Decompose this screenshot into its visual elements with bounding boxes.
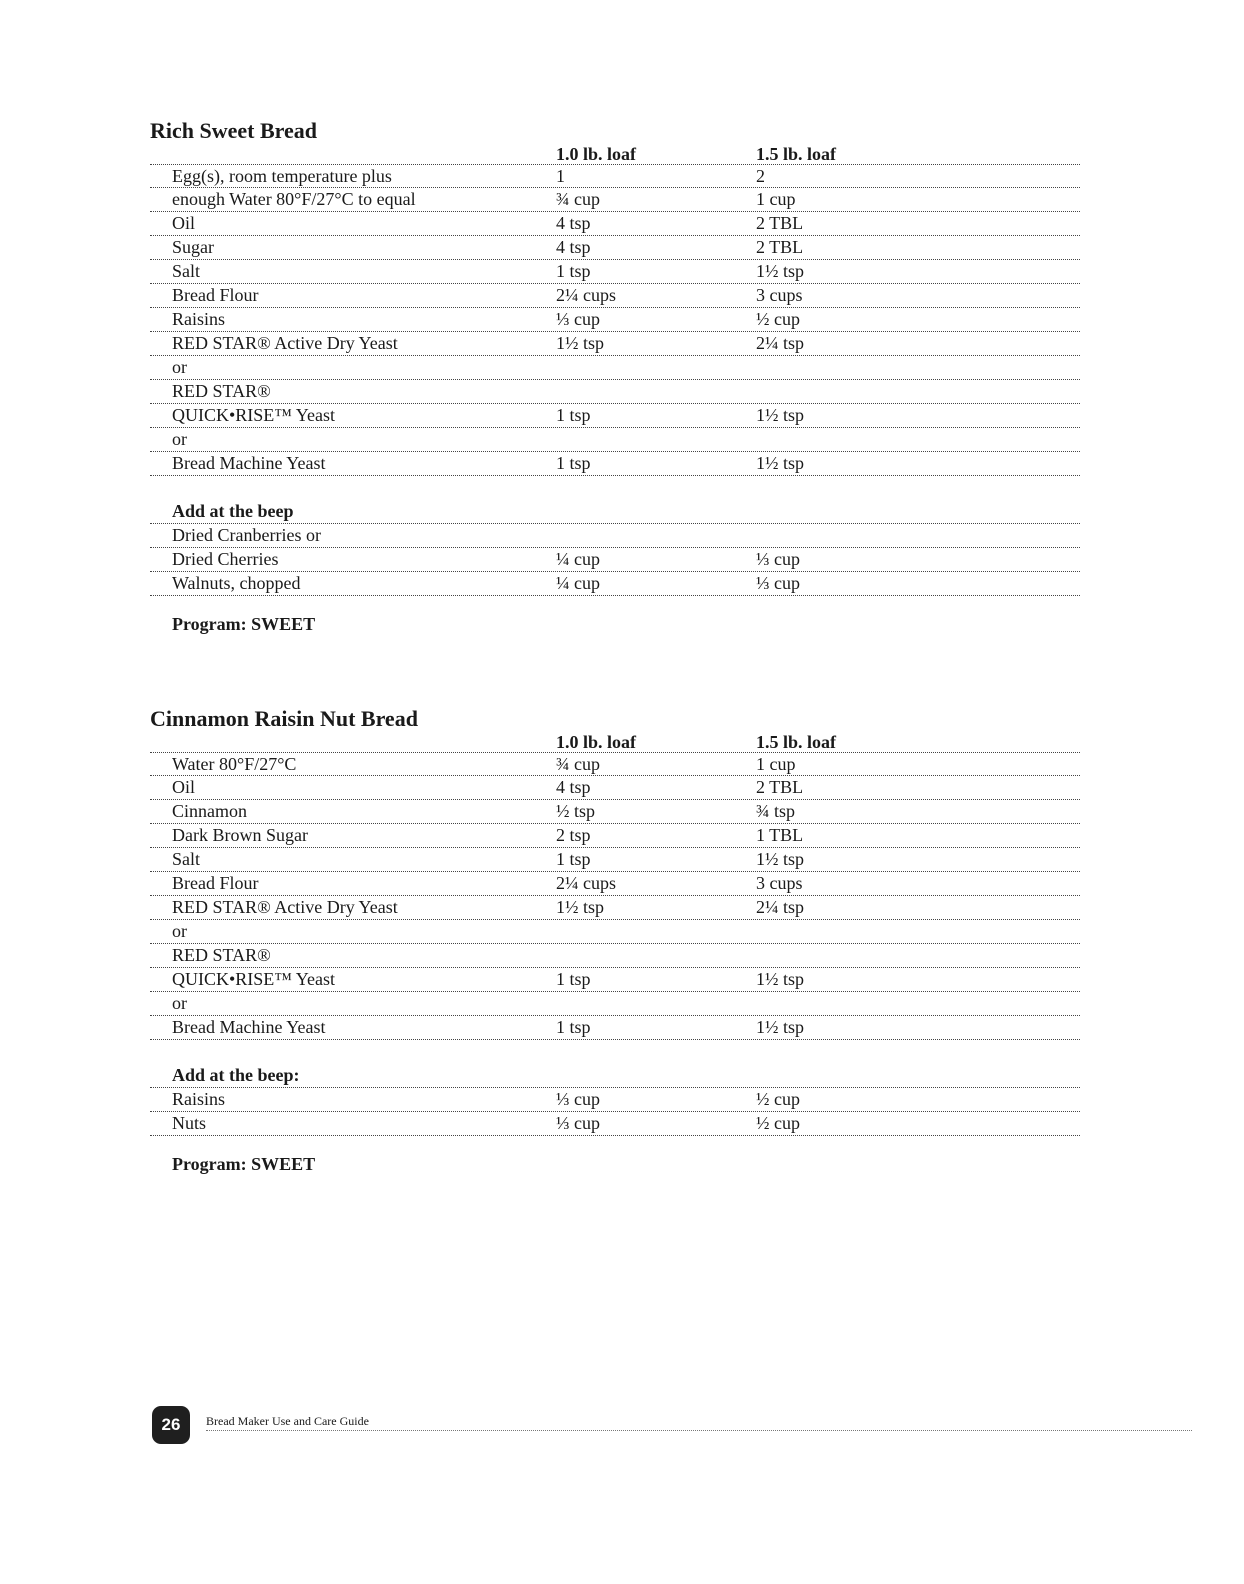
ingredient-name: Nuts — [172, 1113, 207, 1133]
footer-divider — [206, 1430, 1192, 1431]
ingredient-row — [150, 428, 1080, 452]
amount-1lb: 1 tsp — [556, 453, 591, 473]
ingredient-name: Oil — [172, 213, 196, 233]
ingredient-row — [150, 1016, 1080, 1040]
ingredient-name: Oil — [172, 777, 196, 797]
program-setting: Program: SWEET — [172, 1154, 316, 1174]
amount-1-5lb: 2¼ tsp — [756, 897, 805, 917]
amount-1lb: 2 tsp — [556, 825, 591, 845]
amount-1lb: ¾ cup — [556, 754, 600, 774]
ingredient-row — [150, 260, 1080, 284]
ingredient-name: Bread Machine Yeast — [172, 453, 326, 473]
ingredient-row — [150, 872, 1080, 896]
amount-1-5lb: 1½ tsp — [756, 1017, 805, 1037]
ingredient-row — [150, 548, 1080, 572]
footer-title: Bread Maker Use and Care Guide — [206, 1414, 369, 1428]
ingredient-row — [150, 572, 1080, 596]
ingredient-name: RED STAR® — [172, 945, 271, 965]
page-footer — [152, 1404, 1192, 1444]
ingredient-row — [150, 1088, 1080, 1112]
amount-1-5lb: 1½ tsp — [756, 969, 805, 989]
ingredient-row — [150, 896, 1080, 920]
ingredient-name: Bread Machine Yeast — [172, 1017, 326, 1037]
ingredient-row — [150, 848, 1080, 872]
amount-1-5lb: ⅓ cup — [756, 573, 800, 593]
amount-1-5lb: 3 cups — [756, 873, 803, 893]
add-at-beep-label: Add at the beep: — [172, 1065, 300, 1085]
ingredient-name: Walnuts, chopped — [172, 573, 301, 593]
amount-1lb: ⅓ cup — [556, 309, 600, 329]
ingredient-name: Bread Flour — [172, 285, 259, 305]
ingredient-name: RED STAR® Active Dry Yeast — [172, 333, 398, 353]
ingredient-row — [150, 824, 1080, 848]
program-setting: Program: SWEET — [172, 614, 316, 634]
ingredient-name: or — [172, 357, 187, 377]
amount-1-5lb: ½ cup — [756, 1113, 800, 1133]
ingredient-name: RED STAR® — [172, 381, 271, 401]
add-at-beep-heading — [150, 500, 1080, 524]
ingredient-name: QUICK•RISE™ Yeast — [172, 969, 335, 989]
amount-1-5lb: 2¼ tsp — [756, 333, 805, 353]
amount-1-5lb: 1 cup — [756, 754, 796, 774]
amount-1-5lb: 1½ tsp — [756, 453, 805, 473]
ingredient-row — [150, 308, 1080, 332]
ingredient-row — [150, 188, 1080, 212]
ingredient-row — [150, 944, 1080, 968]
amount-1lb: 4 tsp — [556, 237, 591, 257]
amount-1-5lb: 2 TBL — [756, 213, 804, 233]
ingredient-name: Salt — [172, 261, 201, 281]
amount-1lb: 1 tsp — [556, 405, 591, 425]
amount-1lb: 1½ tsp — [556, 897, 605, 917]
column-header-1lb: 1.0 lb. loaf — [556, 732, 637, 752]
amount-1-5lb: 1½ tsp — [756, 405, 805, 425]
amount-1lb: ¼ cup — [556, 549, 600, 569]
amount-1lb: ⅓ cup — [556, 1089, 600, 1109]
ingredient-row — [150, 236, 1080, 260]
amount-1-5lb: ½ cup — [756, 1089, 800, 1109]
ingredient-row — [150, 1112, 1080, 1136]
ingredient-row — [150, 452, 1080, 476]
amount-1-5lb: 3 cups — [756, 285, 803, 305]
ingredient-row — [150, 524, 1080, 548]
ingredient-name: Dark Brown Sugar — [172, 825, 308, 845]
ingredient-name: Egg(s), room temperature plus — [172, 166, 392, 186]
amount-1-5lb: 1 TBL — [756, 825, 804, 845]
ingredient-name: Raisins — [172, 1089, 226, 1109]
add-at-beep-heading — [150, 1064, 1080, 1088]
ingredient-name: or — [172, 993, 187, 1013]
amount-1-5lb: 1 cup — [756, 189, 796, 209]
ingredient-name: Dried Cranberries or — [172, 525, 321, 545]
column-header-1lb: 1.0 lb. loaf — [556, 144, 637, 164]
ingredient-name: RED STAR® Active Dry Yeast — [172, 897, 398, 917]
column-header-1-5lb: 1.5 lb. loaf — [756, 732, 837, 752]
amount-1lb: ¼ cup — [556, 573, 600, 593]
ingredient-name: Salt — [172, 849, 201, 869]
page-number-badge: 26 — [152, 1406, 190, 1444]
amount-1lb: 1½ tsp — [556, 333, 605, 353]
ingredient-row — [150, 968, 1080, 992]
amount-1-5lb: 2 TBL — [756, 777, 804, 797]
amount-1lb: 2¼ cups — [556, 285, 616, 305]
ingredient-name: Bread Flour — [172, 873, 259, 893]
amount-1lb: ½ tsp — [556, 801, 596, 821]
ingredient-name: Water 80°F/27°C — [172, 754, 297, 774]
amount-1lb: 1 tsp — [556, 969, 591, 989]
ingredient-name: Sugar — [172, 237, 214, 257]
amount-1lb: 1 tsp — [556, 261, 591, 281]
amount-1lb: 4 tsp — [556, 777, 591, 797]
amount-1lb: 2¼ cups — [556, 873, 616, 893]
ingredient-name: Dried Cherries — [172, 549, 279, 569]
amount-1-5lb: ¾ tsp — [756, 801, 796, 821]
amount-1-5lb: 1½ tsp — [756, 849, 805, 869]
ingredient-row — [150, 752, 1080, 776]
ingredient-name: or — [172, 429, 187, 449]
ingredient-row — [150, 212, 1080, 236]
ingredient-table — [150, 752, 1080, 1175]
amount-1lb: 1 — [556, 166, 565, 186]
ingredient-name: QUICK•RISE™ Yeast — [172, 405, 335, 425]
amount-1-5lb: 2 TBL — [756, 237, 804, 257]
ingredient-table — [150, 164, 1080, 635]
ingredient-name: Cinnamon — [172, 801, 247, 821]
add-at-beep-label: Add at the beep — [172, 501, 294, 521]
recipe-title: Cinnamon Raisin Nut Bread — [150, 706, 418, 731]
recipe-title: Rich Sweet Bread — [150, 118, 318, 143]
amount-1-5lb: 2 — [756, 166, 765, 186]
ingredient-row — [150, 920, 1080, 944]
amount-1lb: ¾ cup — [556, 189, 600, 209]
amount-1-5lb: ½ cup — [756, 309, 800, 329]
amount-1-5lb: 1½ tsp — [756, 261, 805, 281]
amount-1-5lb: ⅓ cup — [756, 549, 800, 569]
amount-1lb: 1 tsp — [556, 849, 591, 869]
ingredient-name: Raisins — [172, 309, 226, 329]
ingredient-row — [150, 380, 1080, 404]
amount-1lb: 1 tsp — [556, 1017, 591, 1037]
ingredient-row — [150, 164, 1080, 188]
ingredient-row — [150, 284, 1080, 308]
ingredient-row — [150, 800, 1080, 824]
ingredient-row — [150, 332, 1080, 356]
amount-1lb: ⅓ cup — [556, 1113, 600, 1133]
column-header-1-5lb: 1.5 lb. loaf — [756, 144, 837, 164]
ingredient-name: enough Water 80°F/27°C to equal — [172, 189, 416, 209]
ingredient-row — [150, 404, 1080, 428]
ingredient-row — [150, 776, 1080, 800]
amount-1lb: 4 tsp — [556, 213, 591, 233]
ingredient-row — [150, 992, 1080, 1016]
ingredient-name: or — [172, 921, 187, 941]
ingredient-row — [150, 356, 1080, 380]
